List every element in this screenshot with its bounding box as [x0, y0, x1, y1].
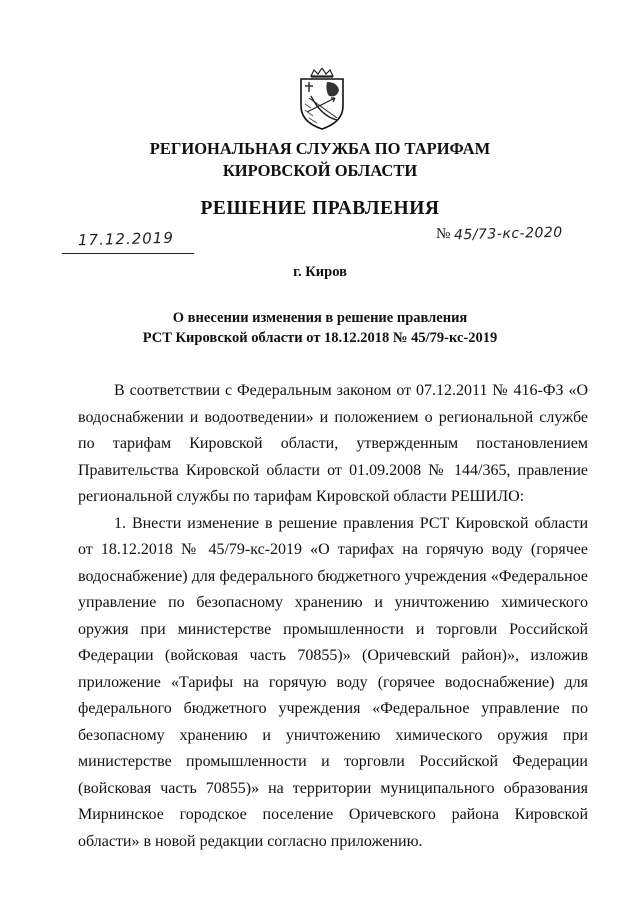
subject-line1: О внесении изменения в решение правления — [172, 310, 468, 326]
date-underline — [62, 253, 194, 254]
org-name-line1: РЕГИОНАЛЬНАЯ СЛУЖБА ПО ТАРИФАМ — [149, 139, 491, 158]
body-paragraph-preamble: В соответствии с Федеральным законом от 07.12.2011 № 416-ФЗ «О водоснабжении и водоотведении» и положением о региональной службе по тарифам Кировской области, утвержденным постановлением Правительства Кировской области от 01.09.2008 № 144/365, правление региональной службы по тарифам Кировской области РЕШИЛО: — [78, 382, 588, 505]
org-name-line2: КИРОВСКОЙ ОБЛАСТИ — [222, 161, 418, 180]
decision-title: РЕШЕНИЕ ПРАВЛЕНИЯ — [200, 198, 440, 219]
city: г. Киров — [293, 264, 347, 280]
number-sign: № — [436, 226, 451, 242]
body-paragraph-item-1: 1. Внести изменение в решение правления РСТ Кировской области от 18.12.2018 № 45/79-кс-2019 «О тарифах на горячую воду (горячее водоснабжение) для федерального бюджетного учреждения «Федеральное управление по безопасному хранению и уничтожению химического оружия при министерстве промышленности и торговли Российской Федерации (войсковая часть 70855)» (Оричевский район)», изложив приложение «Тарифы на горячую воду (горячее водоснабжение) для федерального бюджетного учреждения «Федеральное управление по безопасному хранению и уничтожению химического оружия при министерстве промышленности и торговли Российской Федерации (войсковая часть 70855)» на территории муниципального образования Мирнинское городское поселение Оричевского района Кировской области» в новой редакции согласно приложению. — [78, 514, 588, 850]
subject-line2: РСТ Кировской области от 18.12.2018 № 45/79-кс-2019 — [142, 330, 498, 346]
decision-number: 45/73-кс-2020 — [454, 224, 564, 244]
decision-date: 17.12.2019 — [77, 228, 175, 250]
kirov-coat-of-arms-icon — [297, 68, 347, 130]
decision-number-field — [436, 226, 563, 243]
document-body — [78, 378, 588, 855]
